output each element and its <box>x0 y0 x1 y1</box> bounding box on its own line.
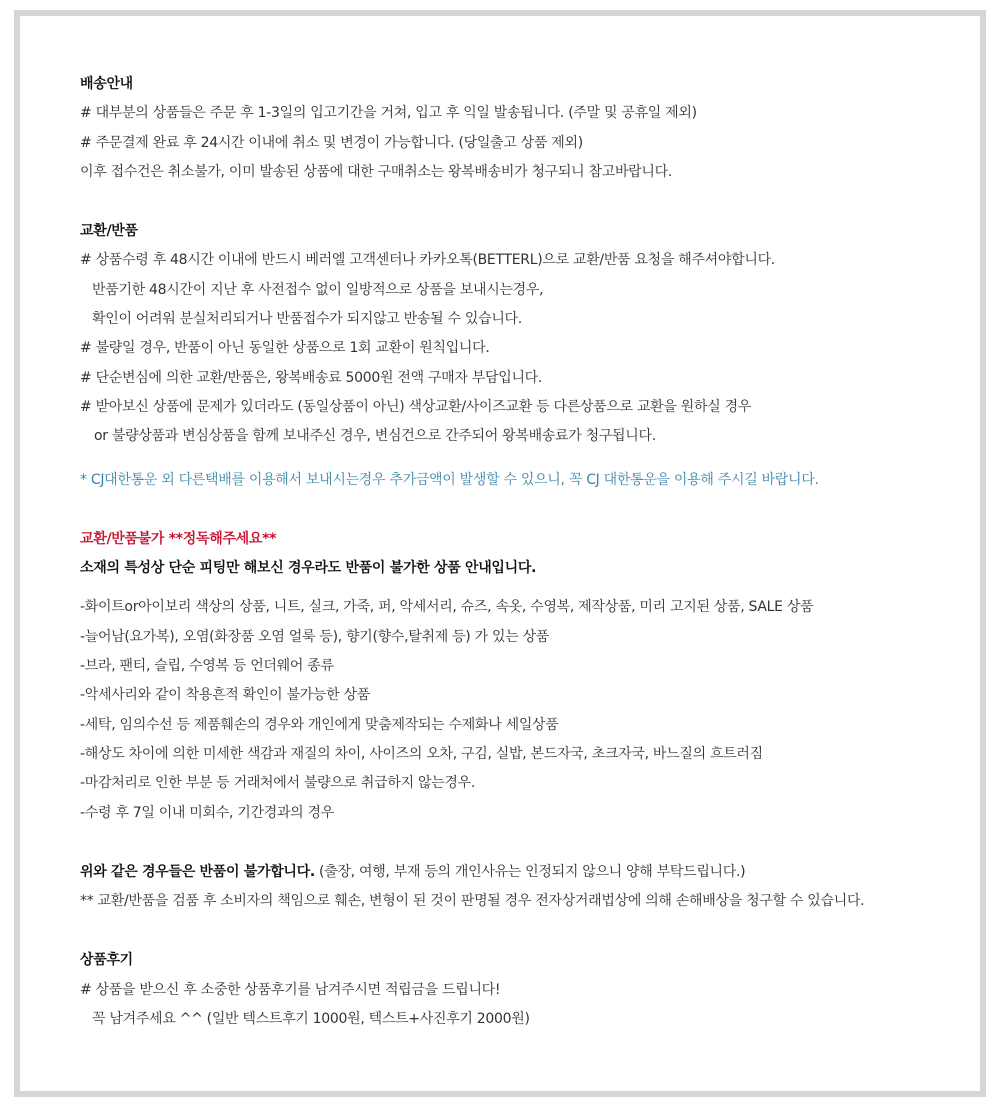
no-return-title: 교환/반품불가 **정독해주세요** <box>80 530 277 547</box>
exchange-line: 확인이 어려워 분실처리되거나 반품접수가 되지않고 반송될 수 있습니다. <box>92 311 522 328</box>
damage-warning: ** 교환/반품을 검품 후 소비자의 책임으로 훼손, 변형이 된 것이 판명될 경우 전자상거래법상에 의해 손해배상을 청구할 수 있습니다. <box>80 893 865 910</box>
summary-bold: 위와 같은 경우들은 반품이 불가합니다. <box>80 863 315 880</box>
shipping-line: 이후 접수건은 취소불가, 이미 발송된 상품에 대한 구매취소는 왕복배송비가 청구되니 참고바랍니다. <box>80 163 672 180</box>
notice-frame <box>14 10 986 1097</box>
no-return-item: -악세사리와 같이 착용흔적 확인이 불가능한 상품 <box>80 687 370 704</box>
exchange-line: # 상품수령 후 48시간 이내에 반드시 베러엘 고객센터나 카카오톡(BETTERL)으로 교환/반품 요청을 해주셔야합니다. <box>80 252 775 269</box>
no-return-item: -해상도 차이에 의한 미세한 색감과 재질의 차이, 사이즈의 오차, 구김, 실밥, 본드자국, 초크자국, 바느질의 흐트러짐 <box>80 745 763 762</box>
no-return-subtitle: 소재의 특성상 단순 피팅만 해보신 경우라도 반품이 불가한 상품 안내입니다. <box>80 560 537 577</box>
no-return-item: -세탁, 임의수선 등 제품훼손의 경우와 개인에게 맞춤제작되는 수제화나 세일상품 <box>80 716 559 733</box>
notice-content <box>80 70 970 1034</box>
exchange-title: 교환/반품 <box>80 223 138 240</box>
shipping-line: # 대부분의 상품들은 주문 후 1-3일의 입고기간을 거쳐, 입고 후 익일 발송됩니다. (주말 및 공휴일 제외) <box>80 105 697 122</box>
shipping-title: 배송안내 <box>80 76 133 92</box>
no-return-item: -늘어남(요가복), 오염(화장품 오염 얼룩 등), 향기(향수,탈취제 등) 가 있는 상품 <box>80 628 550 645</box>
no-return-item: -수령 후 7일 이내 미회수, 기간경과의 경우 <box>80 804 334 821</box>
summary-rest: (출장, 여행, 부재 등의 개인사유는 인정되지 않으니 양해 부탁드립니다.) <box>314 863 746 880</box>
no-return-item: -브라, 팬티, 슬립, 수영복 등 언더웨어 종류 <box>80 658 334 675</box>
review-line: # 상품을 받으신 후 소중한 상품후기를 남겨주시면 적립금을 드립니다! <box>80 981 501 998</box>
exchange-line: 반품기한 48시간이 지난 후 사전접수 없이 일방적으로 상품을 보내시는경우, <box>92 281 544 298</box>
exchange-line: or 불량상품과 변심상품을 함께 보내주신 경우, 변심건으로 간주되어 왕복배송료가 청구됩니다. <box>94 428 656 445</box>
review-line: 꼭 남겨주세요 ^^ (일반 텍스트후기 1000원, 텍스트+사진후기 2000원) <box>92 1011 530 1028</box>
exchange-line: # 불량일 경우, 반품이 아닌 동일한 상품으로 1회 교환이 원칙입니다. <box>80 340 490 357</box>
courier-notice: * CJ대한통운 외 다른택배를 이용해서 보내시는경우 추가금액이 발생할 수 있으니, 꼭 CJ 대한통운을 이용해 주시길 바랍니다. <box>80 471 819 488</box>
shipping-line: # 주문결제 완료 후 24시간 이내에 취소 및 변경이 가능합니다. (당일출고 상품 제외) <box>80 134 583 151</box>
no-return-item: -화이트or아이보리 색상의 상품, 니트, 실크, 가죽, 퍼, 악세서리, 슈즈, 속옷, 수영복, 제작상품, 미리 고지된 상품, SALE 상품 <box>80 599 814 616</box>
no-return-item: -마감처리로 인한 부분 등 거래처에서 불량으로 취급하지 않는경우. <box>80 775 476 792</box>
exchange-line: # 받아보신 상품에 문제가 있더라도 (동일상품이 아닌) 색상교환/사이즈교환 등 다른상품으로 교환을 원하실 경우 <box>80 398 752 415</box>
review-title: 상품후기 <box>80 952 133 969</box>
exchange-line: # 단순변심에 의한 교환/반품은, 왕복배송료 5000원 전액 구매자 부담입니다. <box>80 369 543 386</box>
no-return-summary <box>80 858 970 887</box>
